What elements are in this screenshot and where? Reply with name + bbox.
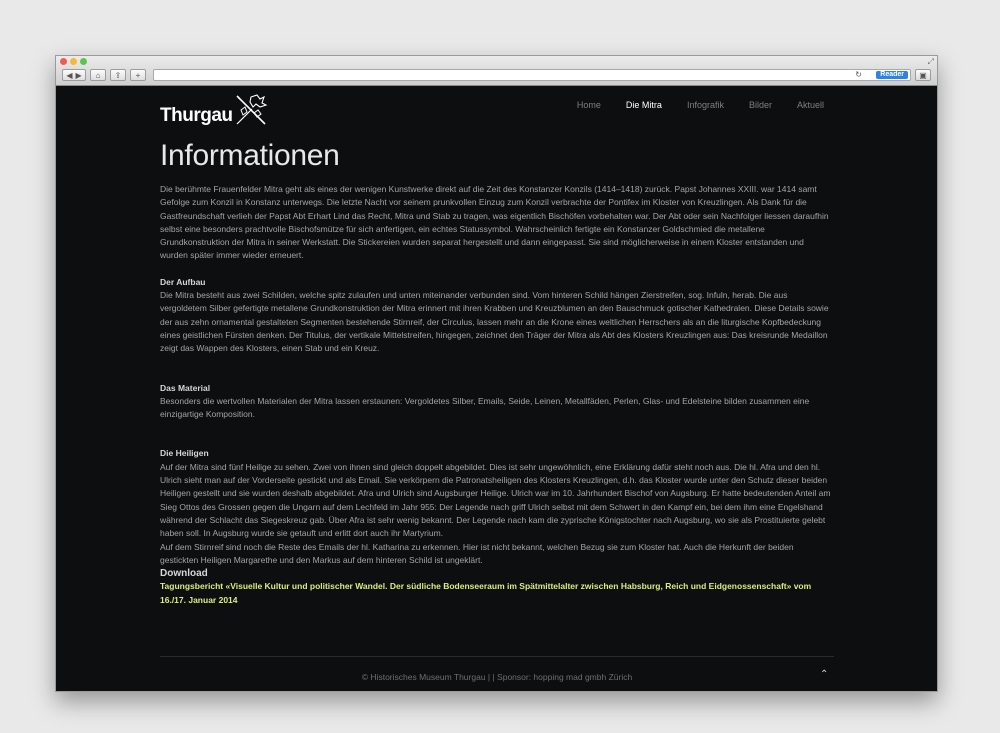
section-heading-material: Das Material: [160, 382, 211, 393]
section-text-aufbau: Die Mitra besteht aus zwei Schilden, welche spitz zulaufen und unten miteinander verbunden sind. Vom hinteren Schild hängen Zierstreifen, sog. Infuln, herab. Die aus vergoldetem Silber gefertigte metallene Grundkonstruktion der Mitra erinnert mit ihren Krabben und Kreuzblumen an den Bauschmuck gotischer Kathedralen. Diese Details sowie der aus zehn ornamental gestalteten Segmenten bestehende Stirnreif, der Circulus, lassen mehr an die Krone eines weltlichen Herrschers als an die liturgische Kopfbedeckung eines geistlichen Fürsten denken. Der Titulus, der vertikale Mittelstreifen, hingegen, zeichnet den Träger der Mitra als Abt des Klosters Kreuzlingen aus: Das kreisrunde Medaillon zeigt das Wappen des Klosters, einen Stab und ein Kreuz.: [160, 290, 829, 354]
home-button[interactable]: [90, 69, 106, 81]
nav-die-mitra[interactable]: Die Mitra: [625, 100, 662, 110]
address-bar[interactable]: [153, 69, 911, 81]
browser-chrome: [56, 56, 937, 86]
browser-toolbar: [62, 68, 931, 82]
section-text-heiligen: Auf der Mitra sind fünf Heilige zu sehen. Zwei von ihnen sind gleich doppelt abgebildet. Dies ist sehr ungewöhnlich, eine Erklärung dafür steht noch aus. Die hl. Afra und den hl. Ulrich sieht man auf der Vorderseite gestickt und als Email. Sie verkörpern die Patronatsheiligen des Klosters Kreuzlingen, d.h. das Kloster wurde unter den Schutz dieser beiden Heiligen gestellt und sie wurden deshalb abgebildet. Afra und Ulrich sind Augsburger Heilige. Ulrich war im 10. Jahrhundert Bischof von Augsburg. Er hatte bedeutenden Anteil am Sieg Ottos des Grossen gegen die Ungarn auf dem Lechfeld im Jahr 955: Der Legende nach griff Ulrich selbst mit dem Schwert in den Kampf ein, bei dem ihm eine Engelshand während der Schlacht das Siegeskreuz gab. Über Afra ist sehr wenig bekannt. Der Legende nach kam die zyprische Königstochter nach Augsburg, wo sie als Prostituierte gelebt haben soll. In Augsburg wurde sie getauft und erlitt dort auch ihr Martyrium.: [160, 461, 831, 539]
reader-button[interactable]: Reader: [876, 71, 908, 79]
home-icon: ⌂: [95, 70, 101, 80]
nav-home[interactable]: Home: [576, 100, 601, 110]
section-text-heiligen-2: Auf dem Stirnreif sind noch die Reste des Emails der hl. Katharina zu erkennen. Hier ist nicht bekannt, welchen Bezug sie zum Kloster hat. Auch die Herkunft der beiden gestickten Heiligen Margarethe und den Markus auf dem hinteren Schild ist ungeklärt.: [160, 541, 794, 565]
nav-infografik[interactable]: Infografik: [686, 100, 724, 110]
download-heading: Download: [160, 568, 208, 580]
reload-icon[interactable]: ↻: [855, 70, 862, 79]
main-nav: [577, 100, 824, 110]
settings-icon: ▣: [919, 70, 927, 80]
share-icon: ⇪: [114, 70, 122, 80]
nav-bilder[interactable]: Bilder: [748, 100, 772, 110]
fullscreen-icon[interactable]: ⤢: [927, 57, 934, 66]
window-controls: [60, 58, 87, 65]
section-text-material: Besonders die wertvollen Materialen der Mitra lassen erstaunen: Vergoldetes Silber, Emails, Seide, Leinen, Metallfäden, Perlen, Glas- und Edelsteine bilden zusammen eine einzigartige Komposition.: [160, 395, 810, 420]
web-page: [56, 87, 937, 691]
article-body: [160, 183, 834, 607]
thurgau-lion-icon: [234, 93, 268, 127]
intro-paragraph: Die berühmte Frauenfelder Mitra geht als eines der wenigen Kunstwerke direkt auf die Zeit des Konstanzer Konzils (1414–1418) zurück. Papst Johannes XXIII. war 1414 samt Gefolge zum Konzil in Konstanz unterwegs. Die letzte Nacht vor seinem prunkvollen Einzug zum Konzil verbrachte der Pontifex im Kloster von Kreuzlingen. Als Dank für die Gastfreundschaft verlieh der Papst Abt Erhart Lind das Recht, Mitra und Stab zu tragen, was eigentlich Bischöfen vorbehalten war. Der Abt oder sein Nachfolger liessen daraufhin selbst eine besonders prachtvolle Bischofsmütze für sich anfertigen, ein echtes Statussymbol. Wahrscheinlich fertigte ein Konstanzer Goldschmied die metallene Grundkonstruktion der Mitra in seiner Werkstatt. Die Stickereien wurden separat hergestellt und dann eingepasst. Sie sind möglicherweise in einem Kloster entstanden und wurden später immer wieder erneuert.: [160, 184, 829, 261]
logo-text: Thurgau: [160, 105, 233, 126]
share-button[interactable]: [110, 69, 126, 81]
plus-icon: +: [135, 70, 141, 80]
nav-aktuell[interactable]: Aktuell: [796, 100, 824, 110]
section-heading-heiligen: Die Heiligen: [160, 448, 209, 459]
footer-divider: [160, 656, 834, 657]
minimize-window-button[interactable]: [70, 58, 77, 65]
back-forward-buttons: [62, 69, 86, 81]
close-window-button[interactable]: [60, 58, 67, 65]
settings-button[interactable]: [915, 69, 931, 81]
footer-text: © Historisches Museum Thurgau | | Sponsor: hopping mad gmbh Zürich: [361, 672, 633, 682]
forward-icon[interactable]: ▶: [75, 70, 82, 80]
browser-window: [55, 55, 938, 692]
add-bookmark-button[interactable]: [130, 69, 146, 81]
site-logo[interactable]: [160, 91, 268, 127]
page-title: Informationen: [160, 139, 340, 172]
section-heading-aufbau: Der Aufbau: [160, 276, 206, 287]
back-to-top-icon[interactable]: ⌃: [820, 669, 829, 680]
download-link[interactable]: Tagungsbericht «Visuelle Kultur und politischer Wandel. Der südliche Bodenseeraum im Spätmittelalter zwischen Habsburg, Reich und Eidgenossenschaft» vom 16./17. Januar 2014: [160, 581, 812, 605]
back-icon[interactable]: ◀: [66, 70, 73, 80]
zoom-window-button[interactable]: [80, 58, 87, 65]
